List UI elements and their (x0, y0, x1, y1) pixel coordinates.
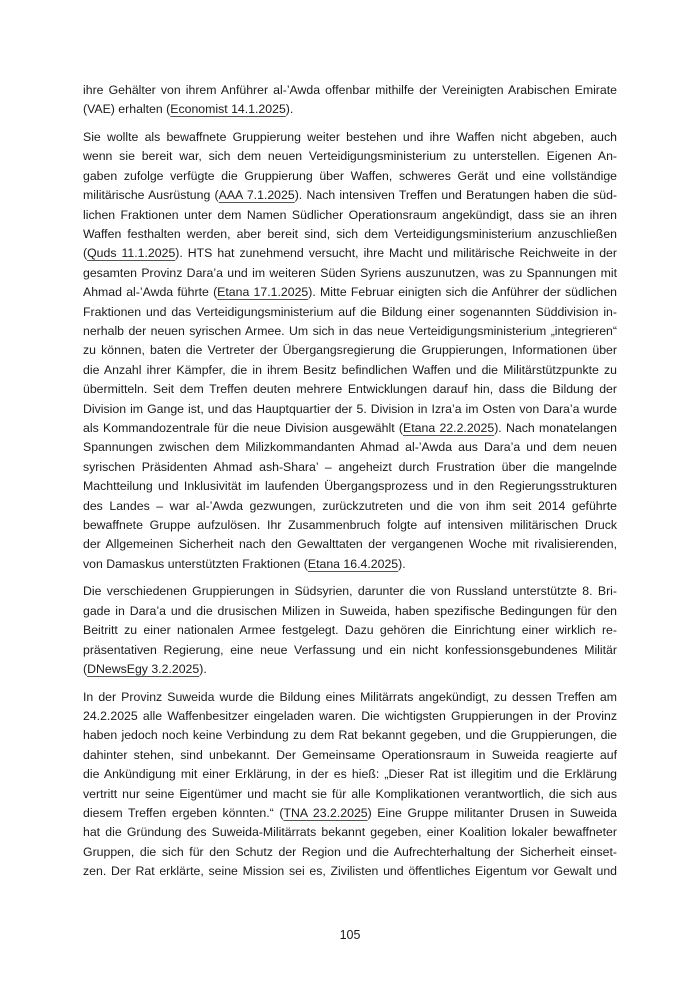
text-line (83, 823, 617, 842)
text-segment: ) Eine Gruppe militanter Drusen in Suweida (367, 805, 617, 820)
text-segment: ( (83, 246, 88, 261)
text-segment: gade in Dara’a und die drusischen Milizen in Suweida, haben spezifische Bedingungen für den (83, 603, 617, 618)
text-segment: In der Provinz Suweida wurde die Bildung eines Militärrats angekündigt, zu dessen Treffen am (83, 689, 617, 704)
text-line (83, 621, 617, 640)
page-number: 105 (339, 928, 361, 942)
text-segment: Machtteilung und Inklusivität im laufenden Übergangsprozess und in den Regierungsstrukturen (83, 479, 617, 494)
text-segment: die Ankündigung mit einer Erklärung, in der es hieß: „Dieser Rat ist illegitim und die Erklärung (83, 767, 617, 782)
text-segment: 24.2.2025 alle Waffenbesitzer eingeladen waren. Die wichtigsten Gruppierungen in der Provinz (83, 709, 617, 723)
text-line (83, 707, 617, 726)
text-segment: militärische Ausrüstung ( (83, 188, 219, 203)
text-line (83, 400, 617, 419)
text-segment: vertritt nur seine Eigentümer und macht sie für alle Komplikationen verantwortlich, die sich aus (83, 786, 617, 801)
text-line (83, 419, 617, 438)
text-line (83, 804, 617, 823)
text-line (83, 477, 617, 496)
paragraph (83, 688, 617, 882)
citation-link[interactable]: Economist 14.1.2025 (170, 102, 286, 117)
citation-link[interactable]: Etana 16.4.2025 (307, 556, 399, 571)
text-line (83, 283, 617, 302)
text-line (83, 497, 617, 516)
text-segment: diesem Treffen ergeben könnten.“ ( (83, 805, 284, 820)
text-segment: präsentativen Regierung, eine neue Verfassung und ein nicht konfessionsgebundenes Militär (83, 642, 617, 657)
text-segment: Waffen festhalten werden, aber bereit sind, sich dem Verteidigungsministerium anzuschließen (83, 227, 617, 242)
text-line (83, 458, 617, 477)
citation-link[interactable]: DNewsEgy 3.2.2025 (87, 661, 200, 676)
text-segment: ). Mitte Februar einigten sich die Anführer der südlichen (308, 285, 617, 300)
text-line (83, 641, 617, 660)
text-segment: ). Nach intensiven Treffen und Beratungen haben die süd- (294, 188, 617, 203)
text-line (83, 660, 617, 679)
text-line (83, 688, 617, 707)
text-line (83, 380, 617, 399)
citation-link[interactable]: Etana 17.1.2025 (217, 285, 309, 300)
text-segment: dahinter stehen, sind unbekannt. Der Gemeinsame Operationsraum in Suweida reagierte auf (83, 747, 617, 762)
text-line (83, 535, 617, 554)
text-segment: (VAE) erhalten ( (83, 102, 171, 117)
text-segment: ihre Gehälter von ihrem Anführer al-’Awda offenbar mithilfe der Vereinigten Arabischen Emirate (83, 83, 617, 97)
text-segment: bewaffnete Gruppe aufzulösen. Ihr Zusammenbruch folgte auf intensiven militärischen Druck (83, 517, 617, 532)
text-line (83, 244, 617, 263)
text-segment: Beitritt zu einer nationalen Armee festgelegt. Dazu gehören die Einrichtung einer wirklich re- (83, 623, 617, 638)
text-line (83, 361, 617, 380)
text-segment: hat die Gründung des Suweida-Militärrats bekannt gegeben, einer Koalition lokaler bewaffneter (83, 825, 617, 840)
text-line (83, 186, 617, 205)
text-segment: Sie wollte als bewaffnete Gruppierung weiter bestehen und ihre Waffen nicht abgeben, auch (83, 130, 617, 145)
text-segment: Spannungen zwischen dem Milizkommandanten Ahmad al-’Awda aus Dara’a und dem neuen (83, 440, 617, 455)
text-line (83, 167, 617, 186)
text-line (83, 765, 617, 784)
text-line (83, 438, 617, 457)
text-segment: ). Nach monatelangen (494, 420, 617, 435)
text-segment: als Kommandozentrale für die neue Division ausgewählt ( (83, 420, 404, 435)
text-line (83, 746, 617, 765)
text-segment: wenn sie bereit war, sich dem neuen Verteidigungsministerium zu unterstellen. Eigenen An- (83, 149, 617, 164)
text-segment: lichen Fraktionen unter dem Namen Südlicher Operationsraum angekündigt, dass sie an ihren (83, 207, 617, 222)
text-line (83, 100, 617, 119)
paragraph (83, 81, 617, 120)
text-segment: ). (285, 102, 294, 117)
text-line (83, 322, 617, 341)
text-segment: nerhalb der neuen syrischen Armee. Um sich in das neue Verteidigungsministerium „integrieren“ (83, 323, 617, 338)
text-segment: gaben zufolge verfügte die Gruppierung über Waffen, schweres Gerät und eine vollständige (83, 168, 617, 183)
text-segment: zu können, baten die Vertreter der Übergangsregierung die Gruppierungen, Informationen über (83, 343, 617, 358)
text-segment: übermitteln. Seit dem Treffen deuten mehrere Entwicklungen darauf hin, dass die Bildung der (83, 382, 617, 397)
text-segment: von Damaskus unterstützten Fraktionen ( (83, 556, 308, 571)
text-line (83, 128, 617, 147)
text-line (83, 264, 617, 283)
text-line (83, 726, 617, 745)
text-segment: gesamten Provinz Dara’a und im weiteren Süden Syriens auszunutzen, was zu Spannungen mit (83, 265, 617, 280)
text-line (83, 81, 617, 100)
text-line (83, 147, 617, 166)
text-line (83, 225, 617, 244)
text-line (83, 785, 617, 804)
text-segment: Gruppen, die sich für den Schutz der Region und die Aufrechterhaltung der Sicherheit einset- (83, 844, 617, 859)
text-segment: Ahmad al-’Awda führte ( (83, 285, 218, 300)
text-segment: des Landes – war al-’Awda gezwungen, zurückzutreten und die von ihm seit 2014 geführte (83, 498, 617, 513)
text-segment: ). (199, 661, 207, 676)
text-line (83, 582, 617, 601)
text-line (83, 602, 617, 621)
text-line (83, 516, 617, 535)
text-segment: ( (83, 661, 88, 676)
text-segment: Division im Gange ist, und das Hauptquartier der 5. Division in Izra’a im Osten von Dara’a wurde (83, 401, 617, 416)
text-segment: ). HTS hat zunehmend versucht, ihre Macht und militärische Reichweite in der (175, 246, 617, 261)
text-segment: ). (398, 556, 406, 571)
paragraph (83, 128, 617, 574)
text-line (83, 862, 617, 881)
text-line (83, 341, 617, 360)
paragraph (83, 582, 617, 679)
text-line (83, 843, 617, 862)
text-line (83, 303, 617, 322)
citation-link[interactable]: Etana 22.2.2025 (403, 420, 495, 435)
citation-link[interactable]: AAA 7.1.2025 (218, 188, 295, 203)
text-segment: zen. Der Rat erklärte, seine Mission sei es, Zivilisten und öffentliches Eigentum vor Gewalt und (83, 864, 617, 879)
text-segment: die Anzahl ihrer Kämpfer, die in ihrem Besitz befindlichen Waffen und die Militärstützpunkte zu (83, 362, 617, 377)
citation-link[interactable]: TNA 23.2.2025 (283, 805, 368, 820)
text-segment: syrischen Präsidenten Ahmad ash-Shara’ – angeheizt durch Frustration über die mangelnde (83, 459, 617, 474)
text-line (83, 555, 617, 574)
text-segment: haben jedoch noch keine Verbindung zu dem Rat bekannt gegeben, und die Gruppierungen, die (83, 728, 617, 743)
text-segment: Die verschiedenen Gruppierungen in Südsyrien, darunter die von Russland unterstützte 8. Bri- (83, 584, 617, 599)
document-body (83, 81, 617, 890)
text-line (83, 206, 617, 225)
text-segment: Fraktionen und das Verteidigungsministerium auf die Bildung einer sogenannten Süddivision in- (83, 304, 617, 319)
citation-link[interactable]: Quds 11.1.2025 (87, 246, 176, 261)
text-segment: der Allgemeinen Sicherheit nach den Gewalttaten der vergangenen Woche mit rivalisierenden, (83, 537, 617, 552)
